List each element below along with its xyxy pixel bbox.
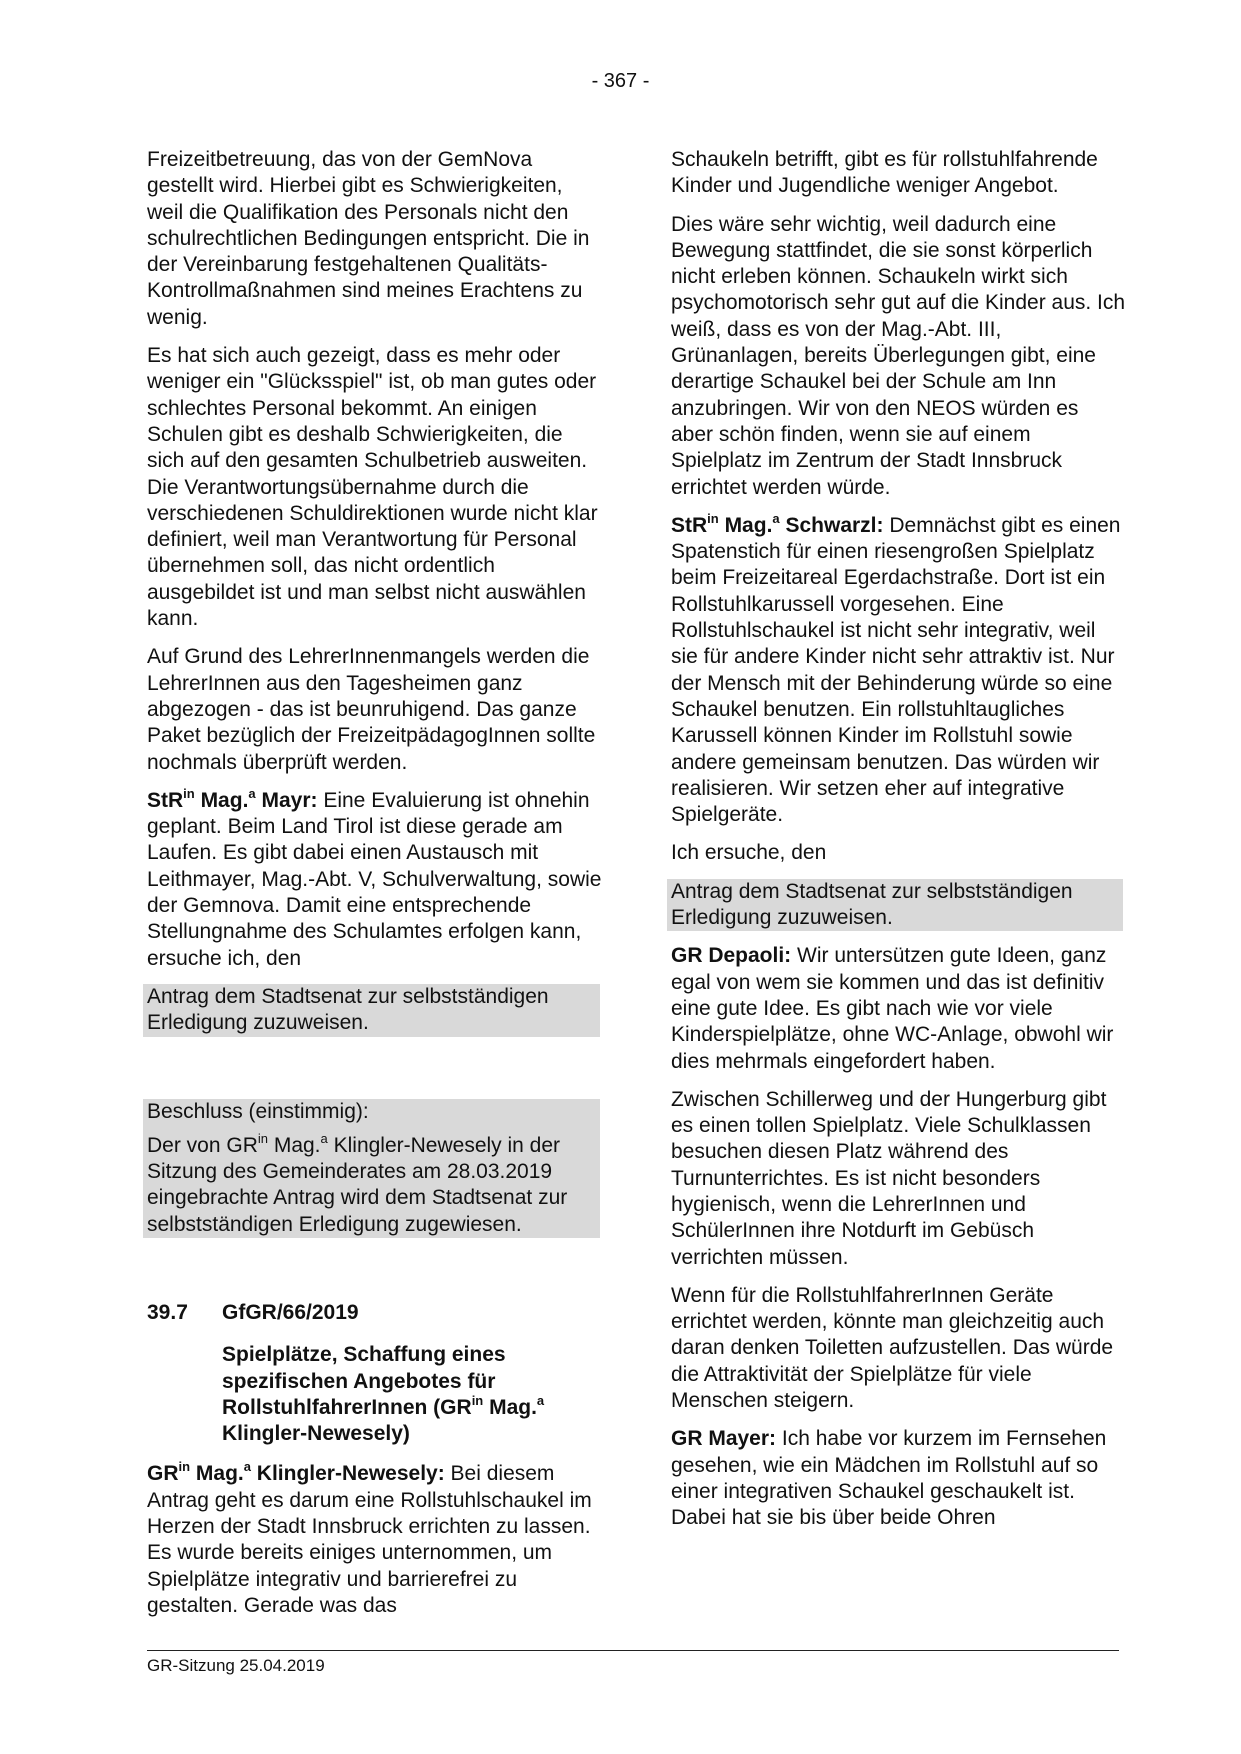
speaker-name: StR$^{in}$ Mag.$^a$ Mayr:	[147, 785, 318, 812]
speech-text: Bei diesem Antrag geht es darum eine Rollstuhlschaukel im Herzen der Stadt Innsbruck errichten zu lassen. Es wurde bereits einiges unternommen, um Spielplätze integrativ und barrierefrei zu gestalten. Gerade was das	[147, 1462, 592, 1617]
resolution-title: Beschluss (einstimmig):	[143, 1099, 600, 1133]
agenda-item-number: 39.7	[147, 1300, 188, 1324]
agenda-item-title: Spielplätze, Schaffung eines spezifischen Angebotes für RollstuhlfahrerInnen ($GR^{in}$ Mag.$^a$ Klingler-Newesely)	[222, 1343, 545, 1446]
speaker-name: GR Depaoli:	[671, 944, 792, 968]
paragraph: Es hat sich auch gezeigt, dass es mehr oder weniger ein "Glücksspiel" ist, ob man gutes oder schlechtes Personal bekommt. An einigen Schulen gibt es deshalb Schwierigkeiten, die sich auf den gesamten Schulbetrieb ausweiten. Die Verantwortungsübernahme durch die verschiedenen Schuldirektionen wurde nicht klar definiert, weil man Verantwortung für Personal übernehmen soll, das nicht ordentlich ausgebildet ist und man selbst nicht auswählen kann.	[147, 344, 598, 631]
left-column	[147, 147, 602, 1631]
speech-mayer	[671, 1426, 1126, 1531]
agenda-item-heading	[147, 1300, 602, 1326]
paragraph: Auf Grund des LehrerInnenmangels werden die LehrerInnen aus den Tagesheimen ganz abgezogen - das ist beunruhigend. Das ganze Paket bezüglich der FreizeitpädagogInnen sollte nochmals überprüft werden.	[147, 645, 596, 774]
page-number: - 367 -	[591, 70, 650, 92]
paragraph: Wenn für die RollstuhlfahrerInnen Geräte errichtet werden, könnte man gleichzeitig auch daran denken Toiletten aufzustellen. Das würde die Attraktivität der Spielplätze für viele Menschen steigern.	[671, 1283, 1114, 1413]
motion-highlight: Antrag dem Stadtsenat zur selbstständigen Erledigung zuzuweisen.	[143, 984, 600, 1037]
motion-highlight: Antrag dem Stadtsenat zur selbstständigen Erledigung zuzuweisen.	[667, 879, 1123, 932]
footer-rule	[147, 1650, 1119, 1651]
right-column	[671, 147, 1126, 1544]
speech-mayr	[147, 785, 602, 972]
resolution-text: Der von $GR^{in}$ Mag.$^a$ Klingler-Newesely in der Sitzung des Gemeinderates am 28.03.2019 eingebrachte Antrag wird dem Stadtsenat zur selbstständigen Erledigung zugewiesen.	[143, 1133, 600, 1238]
paragraph: Dies wäre sehr wichtig, weil dadurch eine Bewegung stattfindet, die sie sonst körperlich nicht erleben können. Schaukeln wirkt sich psychomotorisch sehr gut auf die Kinder aus. Ich weiß, dass es von der Mag.-Abt. III, Grünanlagen, bereits Überlegungen gibt, eine derartige Schaukel bei der Schule am Inn anzubringen. Wir von den NEOS würden es aber schön finden, wenn sie auf einem Spielplatz im Zentrum der Stadt Innsbruck errichtet werden würde.	[671, 212, 1126, 499]
paragraph: Freizeitbetreuung, das von der GemNova gestellt wird. Hierbei gibt es Schwierigkeiten, weil die Qualifikation des Personals nicht den schulrechtlichen Bedingungen entspricht. Die in der Vereinbarung festgehaltenen Qualitäts-Kontrollmaßnahmen sind meines Erachtens zu wenig.	[147, 148, 590, 329]
speech-text: Demnächst gibt es einen Spatenstich für einen riesengroßen Spielplatz beim Freizeitareal Egerdachstraße. Dort ist ein Rollstuhlkarussell vorgesehen. Eine Rollstuhlschaukel ist nicht sehr integrativ, weil sie für andere Kinder nicht sehr attraktiv ist. Nur der Mensch mit der Behinderung würde so eine Schaukel benutzen. Ein rollstuhltaugliches Karussell können Kinder im Rollstuhl sowie andere gemeinsam benutzen. Das würden wir realisieren. Wir setzen eher auf integrative Spielgeräte.	[671, 513, 1121, 827]
speech-depaoli	[671, 943, 1126, 1074]
speech-text: Ich habe vor kurzem im Fernsehen gesehen, wie ein Mädchen im Rollstuhl auf so einer integrativen Schaukel geschaukelt ist. Dabei hat sie bis über beide Ohren	[671, 1427, 1107, 1530]
agenda-item-code: GfGR/66/2019	[222, 1300, 359, 1324]
speaker-name: GR Mayer:	[671, 1427, 777, 1451]
paragraph: Zwischen Schillerweg und der Hungerburg gibt es einen tollen Spielplatz. Viele Schulklassen besuchen diesen Platz während des Turnunterrichtes. Es ist nicht besonders hygienisch, wenn die LehrerInnen und SchülerInnen ihre Notdurft im Gebüsch verrichten müssen.	[671, 1087, 1107, 1269]
speech-text: Eine Evaluierung ist ohnehin geplant. Beim Land Tirol ist diese gerade am Laufen. Es gibt dabei einen Austausch mit Leithmayer, Mag.-Abt. V, Schulverwaltung, sowie der Gemnova. Damit eine entsprechende Stellungnahme des Schulamtes erfolgen kann, ersuche ich, den	[147, 788, 602, 970]
speech-schwarzl	[671, 510, 1126, 829]
speaker-name: StR$^{in}$ Mag.$^a$ Schwarzl:	[671, 510, 884, 537]
paragraph: Schaukeln betrifft, gibt es für rollstuhlfahrende Kinder und Jugendliche weniger Angebot.	[671, 148, 1098, 198]
speech-text: Wir untersützen gute Ideen, ganz egal von wem sie kommen und das ist definitiv eine gute Idee. Es gibt nach wie vor viele Kinderspielplätze, ohne WC-Anlage, obwohl wir dies mehrmals eingefordert haben.	[671, 944, 1114, 1073]
paragraph: Ich ersuche, den	[671, 841, 827, 865]
speaker-name: $GR^{in}$ Mag.$^a$ Klingler-Newesely:	[147, 1459, 445, 1486]
footer-text: GR-Sitzung 25.04.2019	[147, 1656, 325, 1675]
speech-klingler	[147, 1461, 602, 1619]
